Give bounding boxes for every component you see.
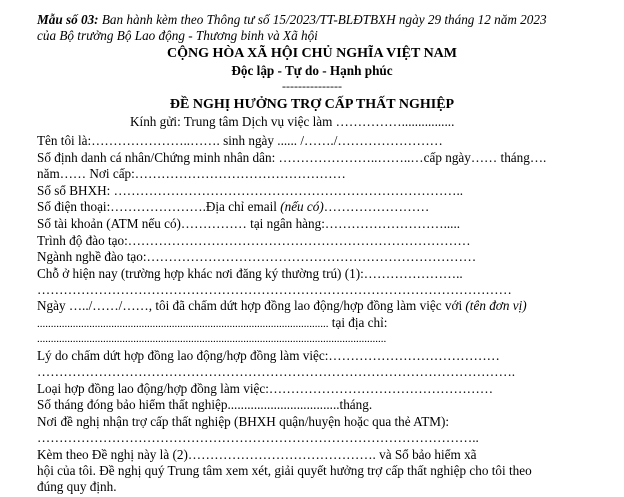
form-issuance-authority: của Bộ trưởng Bộ Lao động - Thương binh và Xã hội [37, 28, 318, 43]
field-residence-continued: ……………………………………………………………………………………………… [37, 282, 512, 297]
field-receiving-place: Nơi đề nghị nhận trợ cấp thất nghiệp (BHXH quận/huyện hoặc qua thẻ ATM): [37, 414, 450, 429]
field-major: Ngành nghề đào tạo:………………………………………………………………… [37, 249, 477, 264]
field-termination-employer-hint: (tên đơn vị) [465, 298, 527, 313]
field-receiving-place-continued: ……………………………………………………………………………………….. [37, 430, 479, 445]
field-id-year-place: năm…… Nơi cấp:………………………………………… [37, 166, 346, 181]
field-insurance-book: Số sổ BHXH: …………………………………………………………………….. [37, 183, 464, 198]
request-text-line1: hội của tôi. Đề nghị quý Trung tâm xem xét, giải quyết hưởng trợ cấp thất nghiệp cho tôi theo [37, 463, 532, 478]
field-termination-date [37, 298, 610, 314]
field-employer-address: ............................................................................................................................... [37, 333, 387, 345]
request-text-line2: đúng quy định. [37, 479, 117, 494]
form-issuance-text: Ban hành kèm theo Thông tư số 15/2023/TT-BLĐTBXH ngày 29 tháng 12 năm 2023 [98, 12, 547, 27]
field-bank-account: Số tài khoản (ATM nếu có)…………… tại ngân hàng:………………………..... [37, 216, 461, 231]
field-employer-dots: .......................................................................................................... [37, 318, 329, 330]
field-employer [37, 315, 610, 332]
field-id-number: Số định danh cá nhân/Chứng minh nhân dân: …………………..……..…cấp ngày…… tháng…. [37, 150, 547, 165]
field-phone-email-label: Số điện thoại:………………….Địa chỉ email [37, 199, 281, 214]
motto-separator: --------------- [282, 79, 342, 93]
field-residence: Chỗ ở hiện nay (trường hợp khác nơi đăng ký thường trú) (1):………………….. [37, 266, 463, 281]
field-employer-address-label: tại địa chỉ: [328, 315, 388, 330]
recipient-line: Kính gửi: Trung tâm Dịch vụ việc làm ……………................ [130, 114, 455, 129]
field-contract-type: Loại hợp đồng lao động/hợp đồng làm việc:…………………………………………… [37, 381, 494, 396]
field-phone-email-optional: (nếu có) [280, 199, 324, 214]
field-attached-documents: Kèm theo Đề nghị này là (2)……………………………………. và Sổ bảo hiểm xã [37, 447, 477, 462]
nation-heading: CỘNG HÒA XÃ HỘI CHỦ NGHĨA VIỆT NAM [166, 46, 457, 61]
document-title: ĐỀ NGHỊ HƯỞNG TRỢ CẤP THẤT NGHIỆP [169, 97, 455, 112]
field-termination-reason-continued: ………………………………………………………………………………………………. [37, 364, 516, 379]
form-number: Mẫu số 03: [37, 12, 99, 27]
field-phone-email [37, 199, 610, 215]
field-insurance-months: Số tháng đóng bảo hiểm thất nghiệp..................................tháng. [37, 397, 373, 412]
field-name-birthdate: Tên tôi là:…………………..……. sinh ngày ...... /……./…………………… [37, 133, 443, 148]
national-motto: Độc lập - Tự do - Hạnh phúc [231, 63, 393, 78]
field-termination-reason: Lý do chấm dứt hợp đồng lao động/hợp đồng làm việc:………………………………… [37, 348, 500, 363]
field-termination-date-text: Ngày …../……/……, tôi đã chấm dứt hợp đồng lao động/hợp đồng làm việc với [37, 298, 466, 313]
field-phone-email-dots: …………………… [323, 199, 430, 214]
form-issuance-line [37, 12, 610, 28]
field-education: Trình độ đào tạo:…………………………………………………………………… [37, 233, 471, 248]
